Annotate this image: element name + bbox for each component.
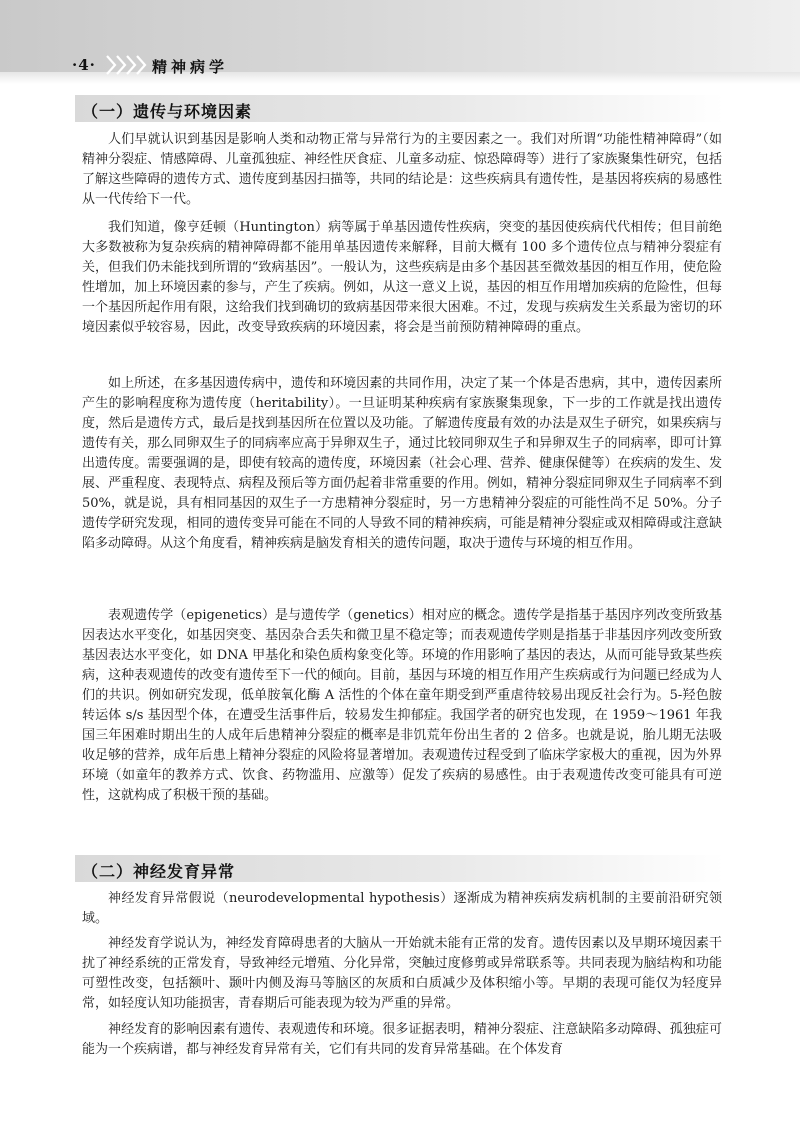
section-heading: （二）神经发育异常: [82, 862, 236, 881]
body-paragraph: 神经发育学说认为，神经发育障碍患者的大脑从一开始就未能有正常的发育。遗传因素以及早期环境因素干扰了神经系统的正常发育，导致神经元增殖、分化异常，突触过度修剪或异常联系等。共同表现为脑结构和功能可塑性改变，包括额叶、颞叶内侧及海马等脑区的灰质和白质减少及体积缩小等。早期的表现可能仅为轻度异常，如轻度认知功能损害，青春期后可能表现为较为严重的异常。: [82, 936, 722, 1011]
page-number: ·4·: [72, 56, 96, 74]
body-paragraph: 神经发育异常假说（neurodevelopmental hypothesis）逐渐成为精神疾病发病机制的主要前沿研究领域。: [82, 891, 722, 926]
body-paragraph: 我们知道，像亨廷顿（Huntington）病等属于单基因遗传性疾病，突变的基因使疾病代代相传；但目前绝大多数被称为复杂疾病的精神障碍都不能用单基因遗传来解释，目前大概有 100 多个遗传位点与精神分裂症有关，但我们仍未能找到所谓的“致病基因”。一般认为，这些疾病是由多个基因甚至微效基因的相互作用，使危险性增加，加上环境因素的参与，产生了疾病。例如，从这一意义上说，基因的相互作用增加疾病的危险性，但每一个基因所起作用有限，这给我们找到确切的致病基因带来很大困难。不过，发现与疾病发生关系最为密切的环境因素似乎较容易，因此，改变导致疾病的环境因素，将会是当前预防精神障碍的重点。: [82, 220, 722, 335]
body-paragraph: 神经发育的影响因素有遗传、表观遗传和环境。很多证据表明，精神分裂症、注意缺陷多动障碍、孤独症可能为一个疾病谱，都与神经发育异常有关，它们有共同的发育异常基础。在个体发育: [82, 1022, 722, 1057]
chevron-right-icon: [105, 54, 149, 76]
body-paragraph: 如上所述，在多基因遗传病中，遗传和环境因素的共同作用，决定了某一个体是否患病，其中，遗传因素所产生的影响程度称为遗传度（heritability）。一旦证明某种疾病有家族聚集现象，下一步的工作就是找出遗传度，然后是遗传方式，最后是找到基因所在位置以及功能。了解遗传度最有效的办法是双生子研究，如果疾病与遗传有关，那么同卵双生子的同病率应高于异卵双生子，通过比较同卵双生子和异卵双生子的同病率，即可计算出遗传度。需要强调的是，即使有较高的遗传度，环境因素（社会心理、营养、健康保健等）在疾病的发生、发展、严重程度、表现特点、病程及预后等方面仍起着非常重要的作用。例如，精神分裂症同卵双生子同病率不到 50%，就是说，具有相同基因的双生子一方患精神分裂症时，另一方患精神分裂症的可能性尚不足 50%。分子遗传学研究发现，相同的遗传变异可能在不同的人导致不同的精神疾病，可能是精神分裂症或双相障碍或注意缺陷多动障碍。从这个角度看，精神疾病是脑发育相关的遗传问题，取决于遗传与环境的相互作用。: [82, 376, 722, 551]
book-title: 精神病学: [152, 58, 229, 76]
section-heading: （一）遗传与环境因素: [82, 102, 253, 121]
body-paragraph: 人们早就认识到基因是影响人类和动物正常与异常行为的主要因素之一。我们对所谓“功能性精神障碍”（如精神分裂症、情感障碍、儿童孤独症、神经性厌食症、儿童多动症、惊恐障碍等）进行了家族聚集性研究，包括了解这些障碍的遗传方式、遗传度到基因扫描等，共同的结论是：这些疾病具有遗传性，是基因将疾病的易感性从一代传给下一代。: [82, 132, 722, 207]
body-paragraph: 表观遗传学（epigenetics）是与遗传学（genetics）相对应的概念。遗传学是指基于基因序列改变所致基因表达水平变化，如基因突变、基因杂合丢失和微卫星不稳定等；而表观遗传学则是指基于非基因序列改变所致基因表达水平变化，如 DNA 甲基化和染色质构象变化等。环境的作用影响了基因的表达，从而可能导致某些疾病，这种表观遗传的改变有遗传至下一代的倾向。目前，基因与环境的相互作用产生疾病或行为问题已经成为人们的共识。例如研究发现，低单胺氧化酶 A 活性的个体在童年期受到严重虐待较易出现反社会行为。5-羟色胺转运体 s/s 基因型个体，在遭受生活事件后，较易发生抑郁症。我国学者的研究也发现，在 1959～1961 年我国三年困难时期出生的人成年后患精神分裂症的概率是非饥荒年份出生者的 2 倍多。也就是说，胎儿期无法吸收足够的营养，成年后患上精神分裂症的风险将显著增加。表观遗传过程受到了临床学家极大的重视，因为外界环境（如童年的教养方式、饮食、药物滥用、应激等）促发了疾病的易感性。由于表观遗传改变可能具有可逆性，这就构成了积极干预的基础。: [82, 608, 722, 803]
